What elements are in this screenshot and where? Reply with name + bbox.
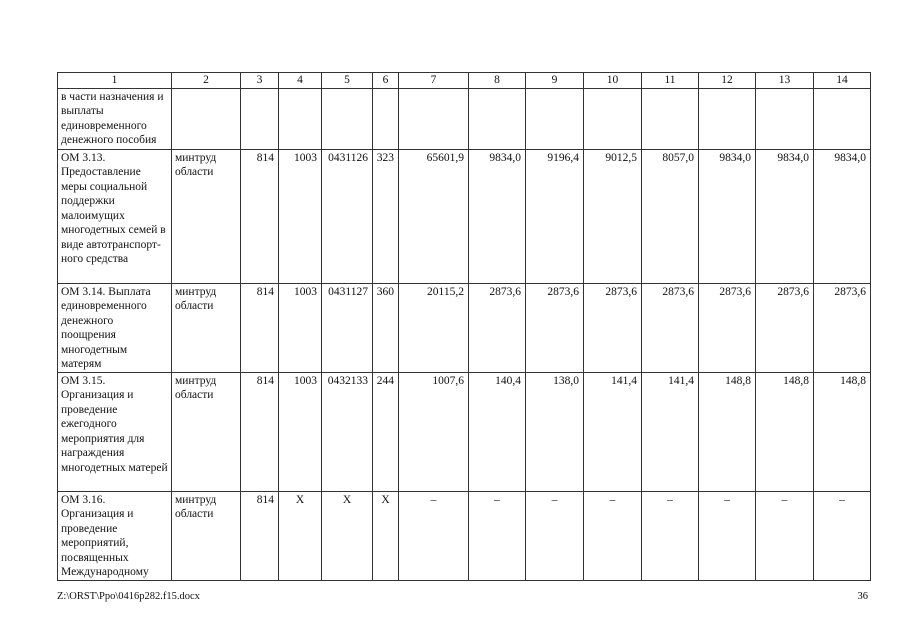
year-amount: 9834,0 [699, 149, 756, 283]
table-row [58, 149, 871, 283]
total-amount [399, 88, 469, 149]
grbs-code: 814 [241, 149, 279, 283]
grbs-code: 814 [241, 283, 279, 372]
year-amount: – [642, 491, 699, 580]
measure-name: ОМ 3.14. Выплата единовременного денежного поощрения многодетным матерям [58, 283, 172, 372]
year-amount: 138,0 [526, 372, 584, 491]
year-amount: 2873,6 [584, 283, 642, 372]
grbs-code: 814 [241, 491, 279, 580]
year-amount: 9834,0 [756, 149, 814, 283]
section-code [279, 88, 322, 149]
page-number: 36 [857, 591, 868, 602]
column-number-8: 8 [469, 73, 526, 89]
year-amount [814, 88, 871, 149]
year-amount [526, 88, 584, 149]
total-amount: – [399, 491, 469, 580]
responsible-org [172, 88, 241, 149]
column-number-1: 1 [58, 73, 172, 89]
year-amount: 140,4 [469, 372, 526, 491]
target-article-code: 0431126 [322, 149, 373, 283]
year-amount [469, 88, 526, 149]
column-number-3: 3 [241, 73, 279, 89]
year-amount: 2873,6 [756, 283, 814, 372]
responsible-org: минтруд области [172, 372, 241, 491]
table-row [58, 283, 871, 372]
responsible-org: минтруд области [172, 149, 241, 283]
table-row [58, 372, 871, 491]
expense-type-code: 360 [373, 283, 399, 372]
column-number-5: 5 [322, 73, 373, 89]
file-path: Z:\ORST\Ppo\0416p282.f15.docx [57, 591, 200, 602]
grbs-code: 814 [241, 372, 279, 491]
year-amount: 2873,6 [526, 283, 584, 372]
year-amount: – [469, 491, 526, 580]
column-number-4: 4 [279, 73, 322, 89]
year-amount: – [814, 491, 871, 580]
measure-name: ОМ 3.13. Предоставление меры социальной поддержки малоимущих многодетных семей в виде автотранспорт-ного средства [58, 149, 172, 283]
year-amount: 148,8 [756, 372, 814, 491]
budget-table [57, 72, 871, 581]
responsible-org: минтруд области [172, 283, 241, 372]
table-row [58, 491, 871, 580]
column-number-14: 14 [814, 73, 871, 89]
target-article-code [322, 88, 373, 149]
grbs-code [241, 88, 279, 149]
year-amount: 2873,6 [642, 283, 699, 372]
year-amount: 9196,4 [526, 149, 584, 283]
expense-type-code: 244 [373, 372, 399, 491]
year-amount: – [526, 491, 584, 580]
column-number-11: 11 [642, 73, 699, 89]
year-amount: 141,4 [642, 372, 699, 491]
section-code: Х [279, 491, 322, 580]
year-amount: – [699, 491, 756, 580]
year-amount [756, 88, 814, 149]
year-amount: – [756, 491, 814, 580]
column-number-7: 7 [399, 73, 469, 89]
year-amount: 8057,0 [642, 149, 699, 283]
expense-type-code [373, 88, 399, 149]
year-amount: 148,8 [699, 372, 756, 491]
year-amount: 9834,0 [469, 149, 526, 283]
column-number-10: 10 [584, 73, 642, 89]
measure-name: ОМ 3.15. Организация и проведение ежегодного мероприятия для награждения многодетных матерей [58, 372, 172, 491]
column-numbers-row [58, 73, 871, 89]
year-amount: 2873,6 [699, 283, 756, 372]
year-amount: 2873,6 [469, 283, 526, 372]
year-amount: 141,4 [584, 372, 642, 491]
year-amount [699, 88, 756, 149]
year-amount: 9012,5 [584, 149, 642, 283]
year-amount: 148,8 [814, 372, 871, 491]
year-amount [642, 88, 699, 149]
column-number-6: 6 [373, 73, 399, 89]
column-number-13: 13 [756, 73, 814, 89]
year-amount: – [584, 491, 642, 580]
measure-name: ОМ 3.16. Организация и проведение мероприятий, посвященных Международному [58, 491, 172, 580]
year-amount: 2873,6 [814, 283, 871, 372]
target-article-code: 0431127 [322, 283, 373, 372]
column-number-12: 12 [699, 73, 756, 89]
table-row [58, 88, 871, 149]
total-amount: 20115,2 [399, 283, 469, 372]
responsible-org: минтруд области [172, 491, 241, 580]
total-amount: 65601,9 [399, 149, 469, 283]
column-number-9: 9 [526, 73, 584, 89]
expense-type-code: Х [373, 491, 399, 580]
measure-name: в части назначения и выплаты единовременного денежного пособия [58, 88, 172, 149]
section-code: 1003 [279, 149, 322, 283]
year-amount [584, 88, 642, 149]
total-amount: 1007,6 [399, 372, 469, 491]
column-number-2: 2 [172, 73, 241, 89]
section-code: 1003 [279, 283, 322, 372]
target-article-code: 0432133 [322, 372, 373, 491]
expense-type-code: 323 [373, 149, 399, 283]
target-article-code: Х [322, 491, 373, 580]
section-code: 1003 [279, 372, 322, 491]
year-amount: 9834,0 [814, 149, 871, 283]
